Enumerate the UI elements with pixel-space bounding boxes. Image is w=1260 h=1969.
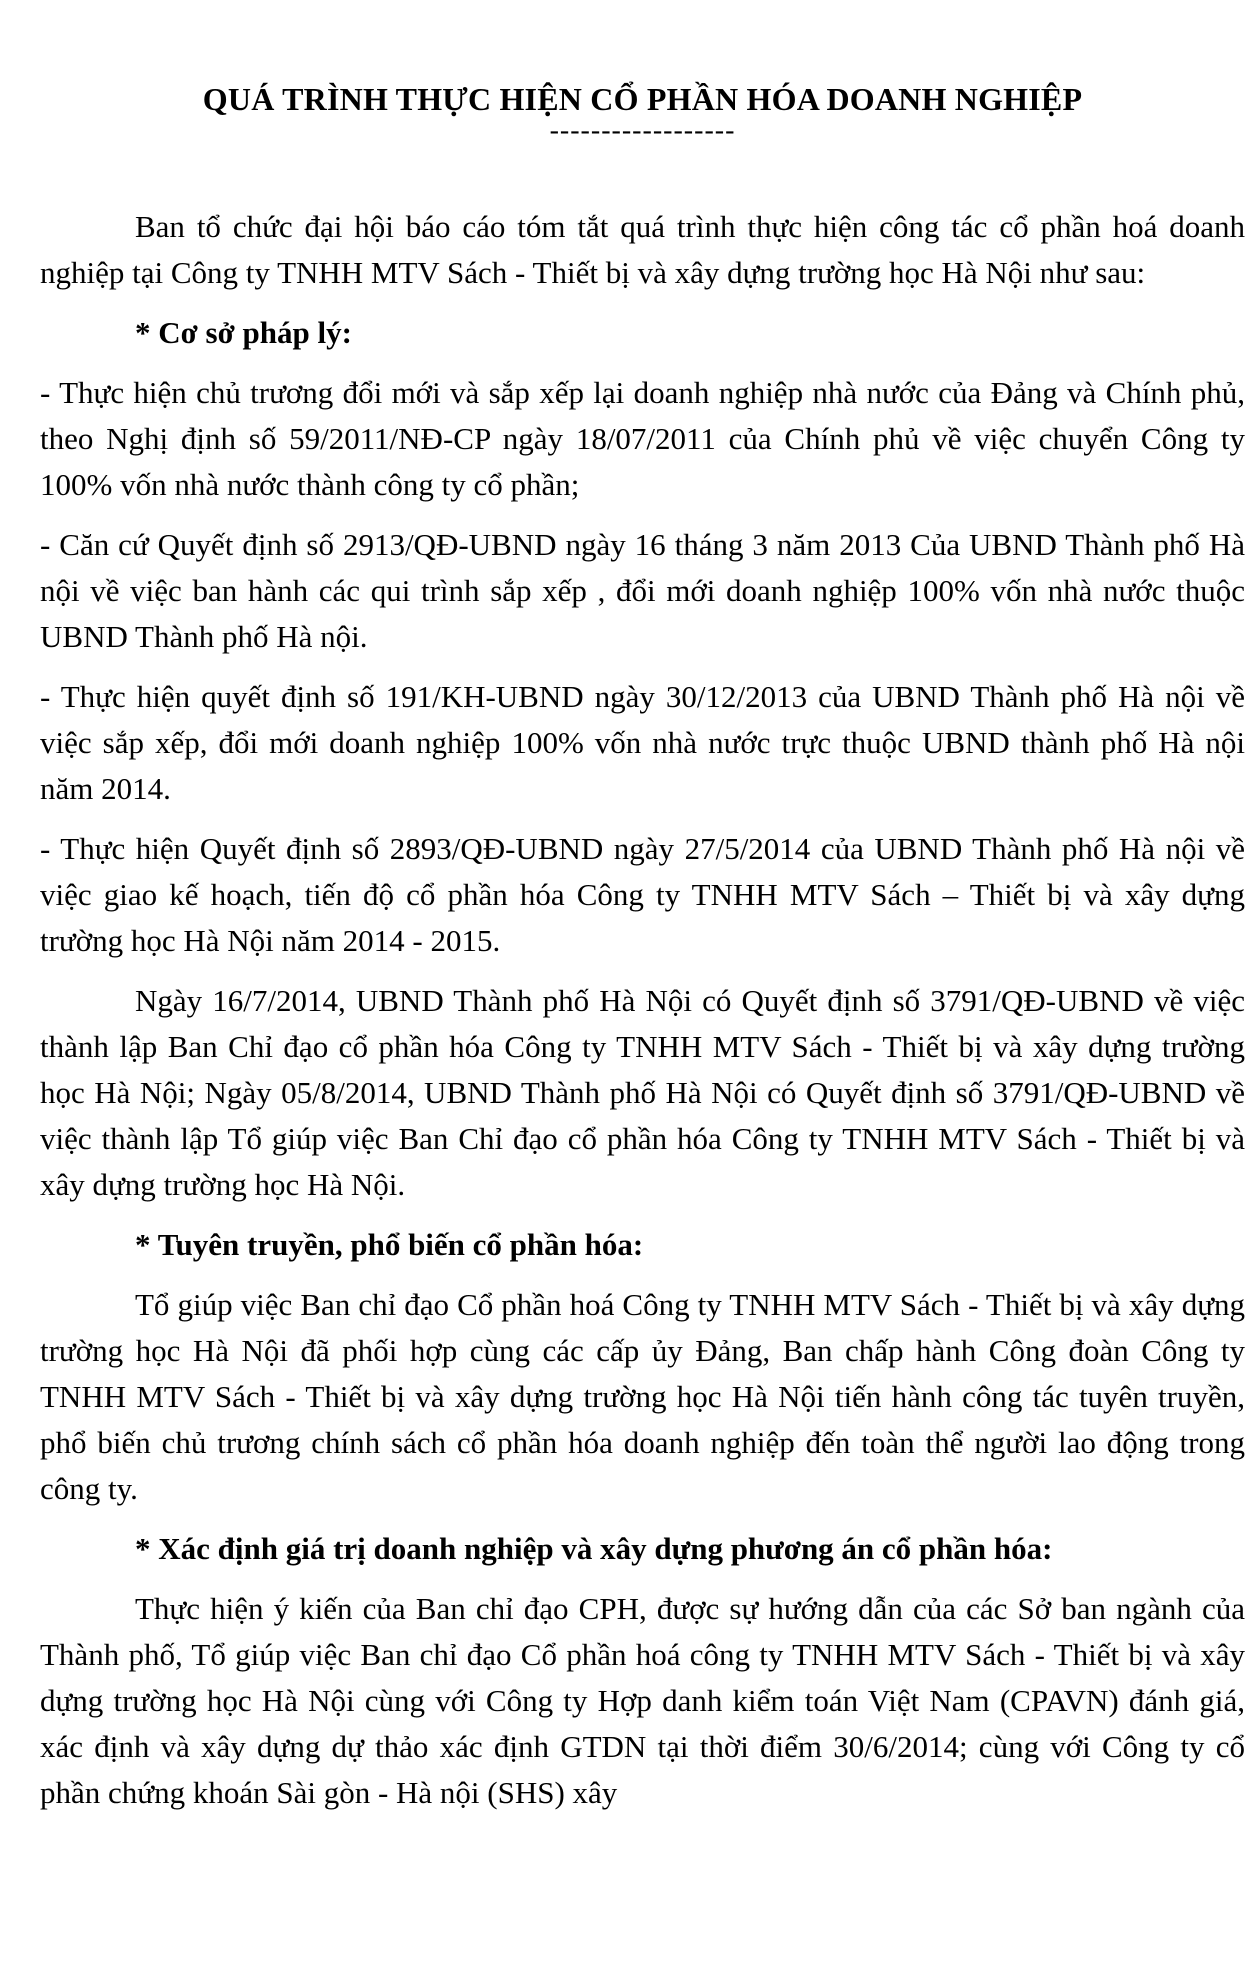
legal-basis-item: - Thực hiện Quyết định số 2893/QĐ-UBND ngày 27/5/2014 của UBND Thành phố Hà nội về việc giao kế hoạch, tiến độ cổ phần hóa Công ty TNHH MTV Sách – Thiết bị và xây dựng trường học Hà Nội năm 2014 - 2015. (40, 831, 1245, 958)
section-heading-valuation: * Xác định giá trị doanh nghiệp và xây dựng phương án cổ phần hóa: (135, 1531, 1053, 1566)
legal-basis-item: - Căn cứ Quyết định số 2913/QĐ-UBND ngày 16 tháng 3 năm 2013 Của UBND Thành phố Hà nội về việc ban hành các qui trình sắp xếp , đổi mới doanh nghiệp 100% vốn nhà nước thuộc UBND Thành phố Hà nội. (40, 527, 1245, 654)
legal-basis-item: - Thực hiện chủ trương đổi mới và sắp xếp lại doanh nghiệp nhà nước của Đảng và Chính phủ, theo Nghị định số 59/2011/NĐ-CP ngày 18/07/2011 của Chính phủ về việc chuyển Công ty 100% vốn nhà nước thành công ty cổ phần; (40, 375, 1245, 502)
document-title: QUÁ TRÌNH THỰC HIỆN CỔ PHẦN HÓA DOANH NGHIỆP (202, 81, 1083, 117)
title-divider: ------------------ (549, 115, 736, 146)
valuation-paragraph: Thực hiện ý kiến của Ban chỉ đạo CPH, được sự hướng dẫn của các Sở ban ngành của Thành phố, Tổ giúp việc Ban chỉ đạo Cổ phần hoá công ty TNHH MTV Sách - Thiết bị và xây dựng trường học Hà Nội cùng với Công ty Hợp danh kiểm toán Việt Nam (CPAVN) đánh giá, xác định và xây dựng dự thảo xác định GTDN tại thời điểm 30/6/2014; cùng với Công ty cổ phần chứng khoán Sài gòn - Hà nội (SHS) xây (40, 1591, 1245, 1810)
section-heading-propaganda: * Tuyên truyền, phổ biến cổ phần hóa: (135, 1227, 644, 1262)
legal-basis-item: - Thực hiện quyết định số 191/KH-UBND ngày 30/12/2013 của UBND Thành phố Hà nội về việc sắp xếp, đổi mới doanh nghiệp 100% vốn nhà nước trực thuộc UBND thành phố Hà nội năm 2014. (40, 679, 1245, 806)
intro-paragraph: Ban tổ chức đại hội báo cáo tóm tắt quá trình thực hiện công tác cổ phần hoá doanh nghiệp tại Công ty TNHH MTV Sách - Thiết bị và xây dựng trường học Hà Nội như sau: (40, 209, 1245, 290)
section-heading-legal-basis: * Cơ sở pháp lý: (135, 315, 352, 350)
document-page (40, 60, 1245, 1830)
propaganda-paragraph: Tổ giúp việc Ban chỉ đạo Cổ phần hoá Công ty TNHH MTV Sách - Thiết bị và xây dựng trường học Hà Nội đã phối hợp cùng các cấp ủy Đảng, Ban chấp hành Công đoàn Công ty TNHH MTV Sách - Thiết bị và xây dựng trường học Hà Nội tiến hành công tác tuyên truyền, phổ biến chủ trương chính sách cổ phần hóa doanh nghiệp đến toàn thể người lao động trong công ty. (40, 1287, 1245, 1506)
legal-basis-paragraph: Ngày 16/7/2014, UBND Thành phố Hà Nội có Quyết định số 3791/QĐ-UBND về việc thành lập Ban Chỉ đạo cổ phần hóa Công ty TNHH MTV Sách - Thiết bị và xây dựng trường học Hà Nội; Ngày 05/8/2014, UBND Thành phố Hà Nội có Quyết định số 3791/QĐ-UBND về việc thành lập Tổ giúp việc Ban Chỉ đạo cổ phần hóa Công ty TNHH MTV Sách - Thiết bị và xây dựng trường học Hà Nội. (40, 983, 1245, 1202)
